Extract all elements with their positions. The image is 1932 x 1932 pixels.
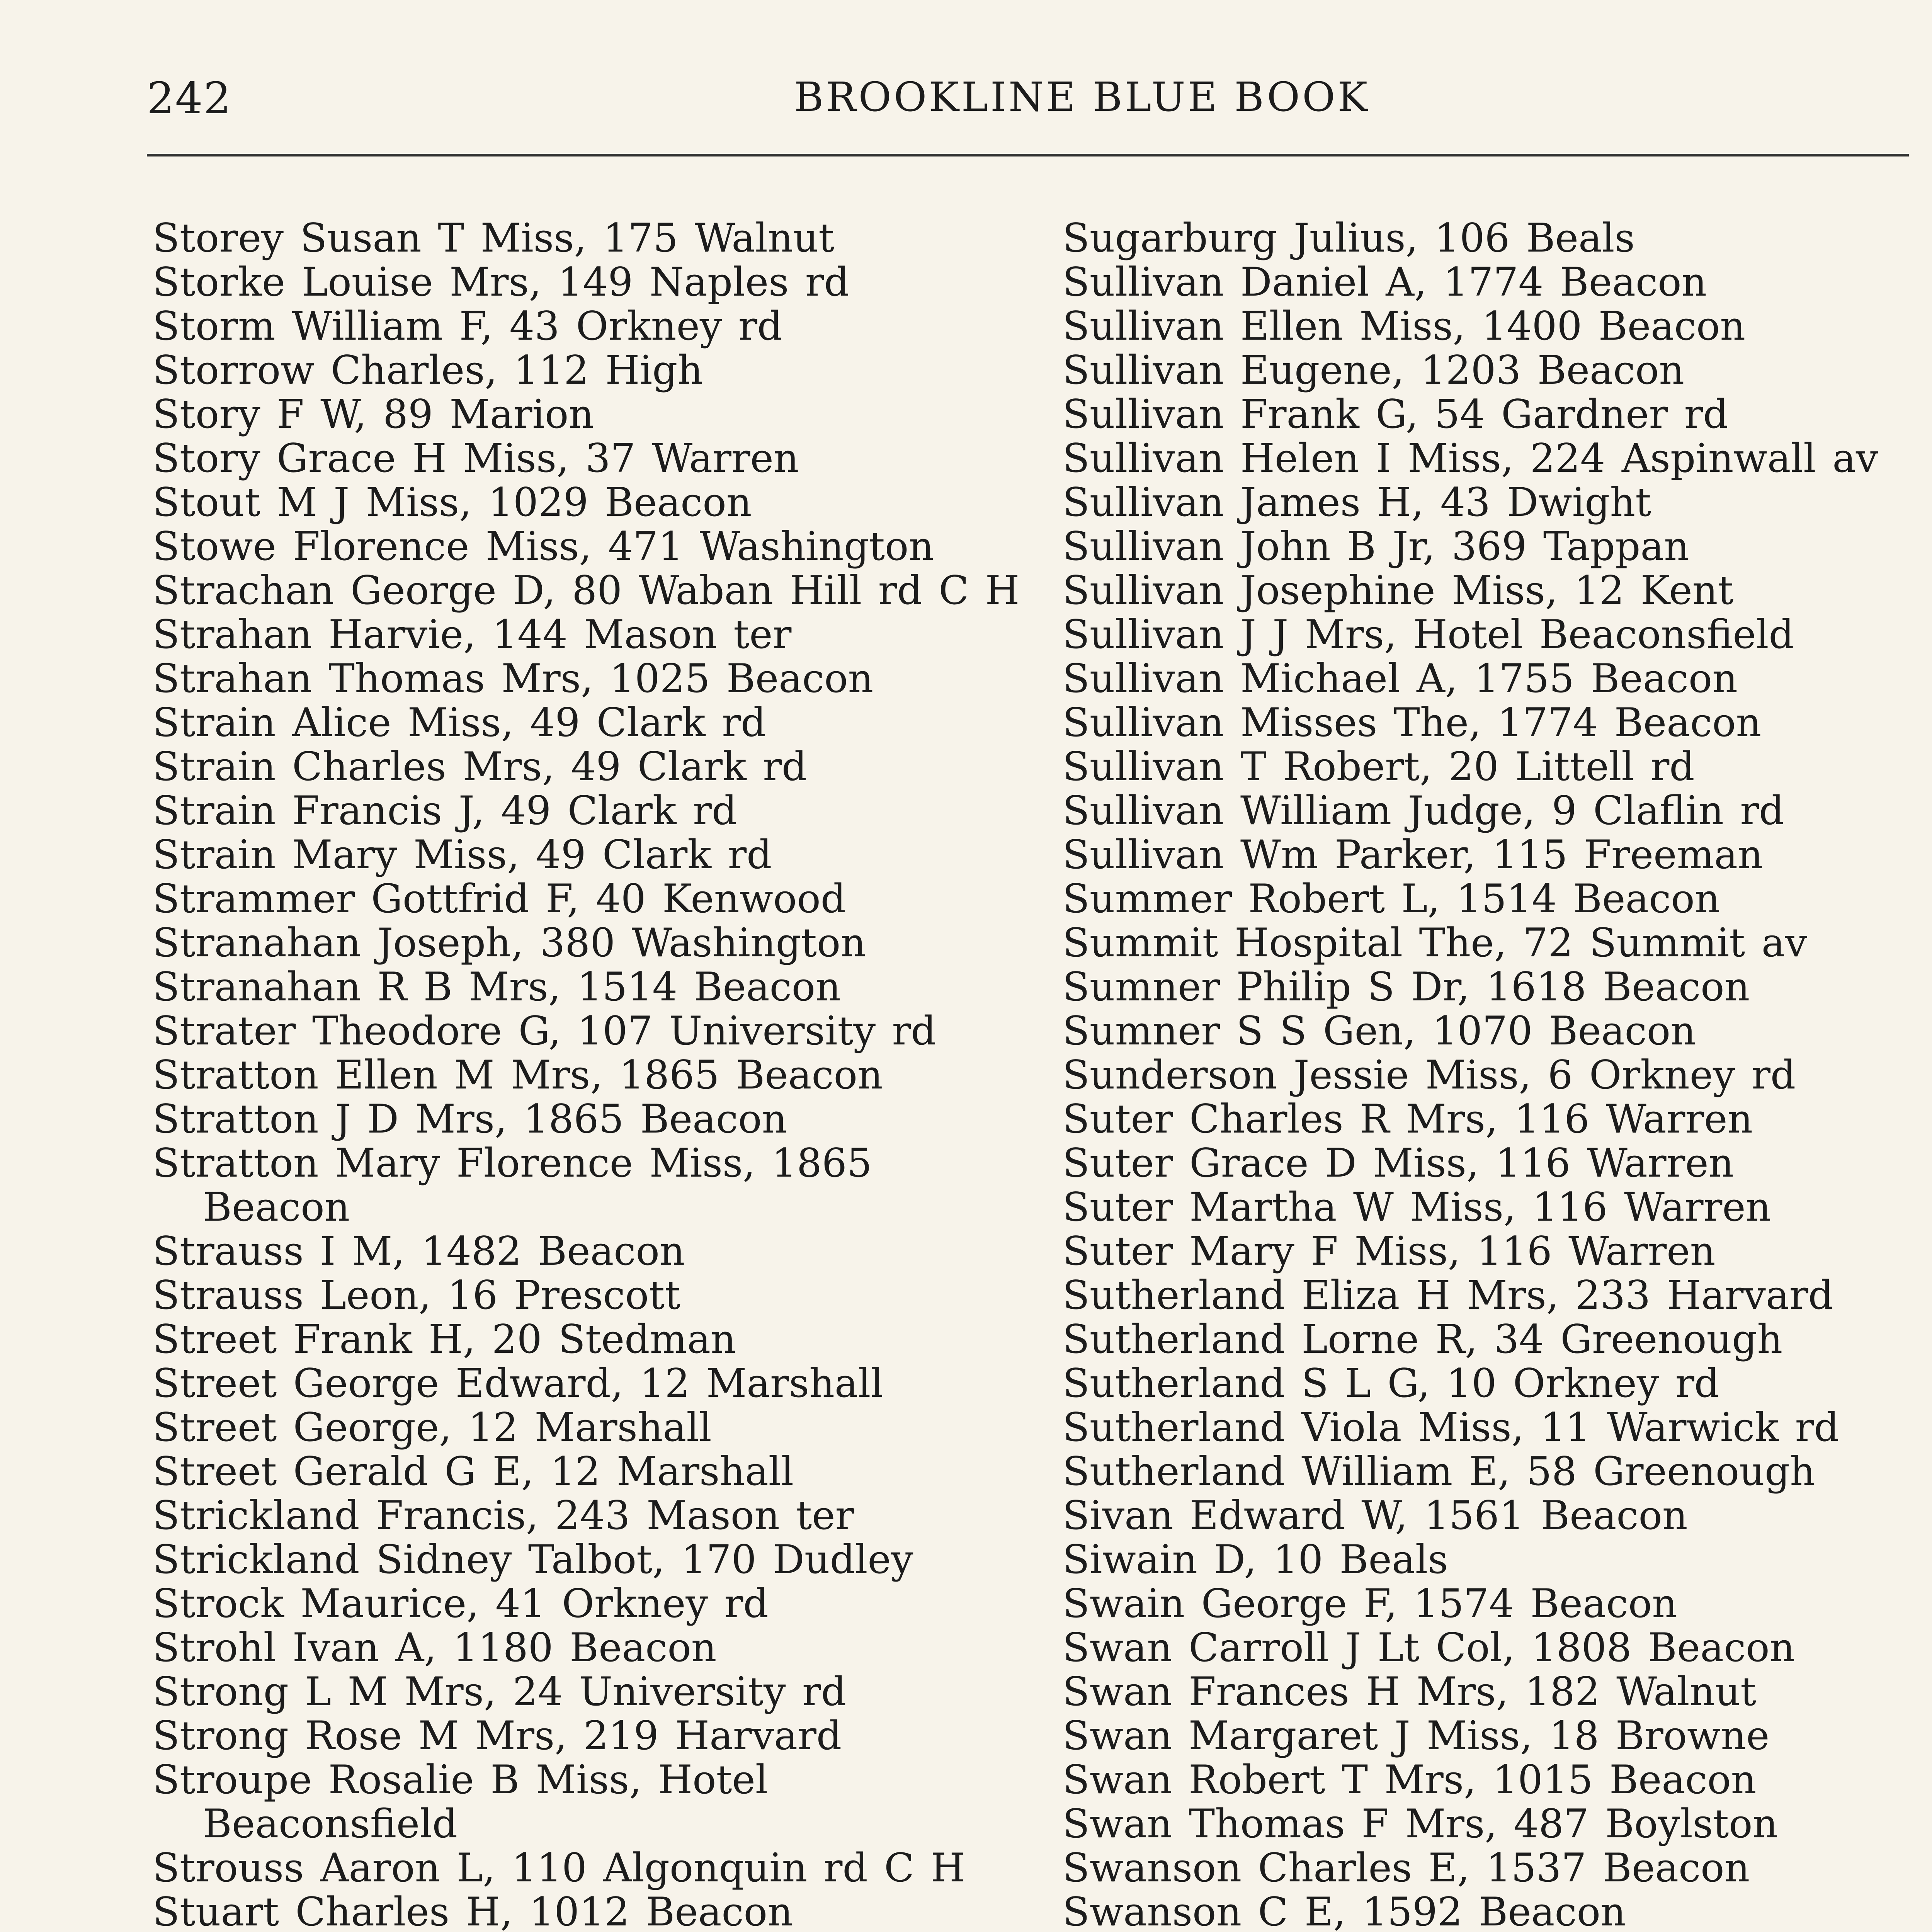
directory-entry: Strouss Aaron L, 110 Algonquin rd C H [153,1845,965,1891]
directory-entry: Sutherland Viola Miss, 11 Warwick rd [1063,1405,1839,1451]
directory-entry: Sullivan Michael A, 1755 Beacon [1063,656,1738,702]
directory-entry: Street George, 12 Marshall [153,1405,712,1451]
directory-entry: Storrow Charles, 112 High [153,347,703,393]
directory-entry: Strahan Thomas Mrs, 1025 Beacon [153,656,874,702]
header-rule [147,154,1909,156]
directory-entry: Sugarburg Julius, 106 Beals [1063,215,1635,261]
directory-entry: Street Frank H, 20 Stedman [153,1316,736,1362]
directory-entry: Strong Rose M Mrs, 219 Harvard [153,1713,842,1759]
directory-entry: Strain Francis J, 49 Clark rd [153,788,737,834]
directory-entry: Sullivan Helen I Miss, 224 Aspinwall av [1063,435,1878,481]
directory-entry: Suter Charles R Mrs, 116 Warren [1063,1096,1753,1142]
directory-entry: Street Gerald G E, 12 Marshall [153,1449,794,1495]
directory-entry: Strauss Leon, 16 Prescott [153,1272,681,1318]
directory-entry: Sullivan Daniel A, 1774 Beacon [1063,259,1707,305]
directory-entry: Sullivan J J Mrs, Hotel Beaconsfield [1063,612,1794,658]
directory-entry: Suter Mary F Miss, 116 Warren [1063,1228,1716,1274]
directory-entry: Sullivan William Judge, 9 Claflin rd [1063,788,1784,834]
directory-entry: Strock Maurice, 41 Orkney rd [153,1581,769,1627]
directory-entry: Story Grace H Miss, 37 Warren [153,435,799,481]
directory-entry: Sullivan Eugene, 1203 Beacon [1063,347,1685,393]
directory-entry: Stroupe Rosalie B Miss, Hotel Beaconsfield [153,1757,768,1847]
right-column [1063,216,1932,1932]
directory-entry: Stowe Florence Miss, 471 Washington [153,524,934,570]
directory-entry: Sullivan Ellen Miss, 1400 Beacon [1063,303,1746,349]
directory-entry: Storke Louise Mrs, 149 Naples rd [153,259,849,305]
directory-entry: Sullivan James H, 43 Dwight [1063,480,1651,526]
directory-entry: Storey Susan T Miss, 175 Walnut [153,215,835,261]
directory-entry: Strauss I M, 1482 Beacon [153,1228,685,1274]
directory-entry: Sullivan Wm Parker, 115 Freeman [1063,832,1763,878]
page-header [147,66,1909,135]
directory-entry: Swan Thomas F Mrs, 487 Boylston [1063,1801,1778,1847]
directory-entry: Swan Carroll J Lt Col, 1808 Beacon [1063,1625,1795,1671]
directory-entry: Strickland Sidney Talbot, 170 Dudley [153,1537,913,1583]
directory-entry: Strain Alice Miss, 49 Clark rd [153,700,766,746]
directory-entry: Sutherland Lorne R, 34 Greenough [1063,1316,1783,1362]
directory-entry: Storm William F, 43 Orkney rd [153,303,782,349]
directory-entry: Sutherland William E, 58 Greenough [1063,1449,1815,1495]
directory-entry: Sunderson Jessie Miss, 6 Orkney rd [1063,1052,1796,1098]
directory-entry: Strater Theodore G, 107 University rd [153,1008,936,1054]
directory-entry: Strahan Harvie, 144 Mason ter [153,612,792,658]
directory-entry: Swan Frances H Mrs, 182 Walnut [1063,1669,1757,1715]
directory-entry: Sullivan Frank G, 54 Gardner rd [1063,391,1728,437]
directory-entry: Swanson Charles E, 1537 Beacon [1063,1845,1750,1891]
directory-entry: Strickland Francis, 243 Mason ter [153,1493,854,1539]
directory-entry: Summit Hospital The, 72 Summit av [1063,920,1808,966]
directory-entry: Sullivan T Robert, 20 Littell rd [1063,744,1695,790]
directory-entry: Stratton Mary Florence Miss, 1865 Beacon [153,1140,872,1230]
directory-entry: Stranahan R B Mrs, 1514 Beacon [153,964,841,1010]
directory-entry: Sullivan Josephine Miss, 12 Kent [1063,568,1734,614]
directory-entry: Sumner S S Gen, 1070 Beacon [1063,1008,1696,1054]
directory-entry: Swan Robert T Mrs, 1015 Beacon [1063,1757,1757,1803]
directory-entry: Strain Mary Miss, 49 Clark rd [153,832,772,878]
directory-entry: Sullivan John B Jr, 369 Tappan [1063,524,1689,570]
directory-entry: Strohl Ivan A, 1180 Beacon [153,1625,717,1671]
directory-entry: Stratton J D Mrs, 1865 Beacon [153,1096,787,1142]
directory-entry: Sutherland Eliza H Mrs, 233 Harvard [1063,1272,1833,1318]
directory-entry: Suter Grace D Miss, 116 Warren [1063,1140,1734,1186]
page-number: 242 [147,73,232,124]
directory-entry: Sivan Edward W, 1561 Beacon [1063,1493,1688,1539]
left-column [153,216,1026,1932]
directory-entry: Sumner Philip S Dr, 1618 Beacon [1063,964,1750,1010]
directory-entry: Sutherland S L G, 10 Orkney rd [1063,1361,1719,1406]
directory-entry: Stranahan Joseph, 380 Washington [153,920,866,966]
directory-entry: Strachan George D, 80 Waban Hill rd C H [153,568,1020,614]
directory-entry: Stratton Ellen M Mrs, 1865 Beacon [153,1052,883,1098]
directory-entry: Story F W, 89 Marion [153,391,594,437]
directory-entry: Sullivan Misses The, 1774 Beacon [1063,700,1762,746]
directory-entry: Siwain D, 10 Beals [1063,1537,1448,1583]
directory-entry: Stuart Charles H, 1012 Beacon [153,1889,793,1932]
directory-entry: Swanson C E, 1592 Beacon [1063,1889,1626,1932]
directory-entry: Strammer Gottfrid F, 40 Kenwood [153,876,846,922]
directory-entry: Swan Margaret J Miss, 18 Browne [1063,1713,1770,1759]
directory-entry: Swain George F, 1574 Beacon [1063,1581,1677,1627]
running-head: BROOKLINE BLUE BOOK [794,73,1370,121]
directory-entry: Summer Robert L, 1514 Beacon [1063,876,1720,922]
directory-entry: Stout M J Miss, 1029 Beacon [153,480,752,526]
directory-entry: Street George Edward, 12 Marshall [153,1361,883,1406]
directory-entry: Suter Martha W Miss, 116 Warren [1063,1184,1771,1230]
directory-entry: Strain Charles Mrs, 49 Clark rd [153,744,807,790]
directory-entry: Strong L M Mrs, 24 University rd [153,1669,847,1715]
